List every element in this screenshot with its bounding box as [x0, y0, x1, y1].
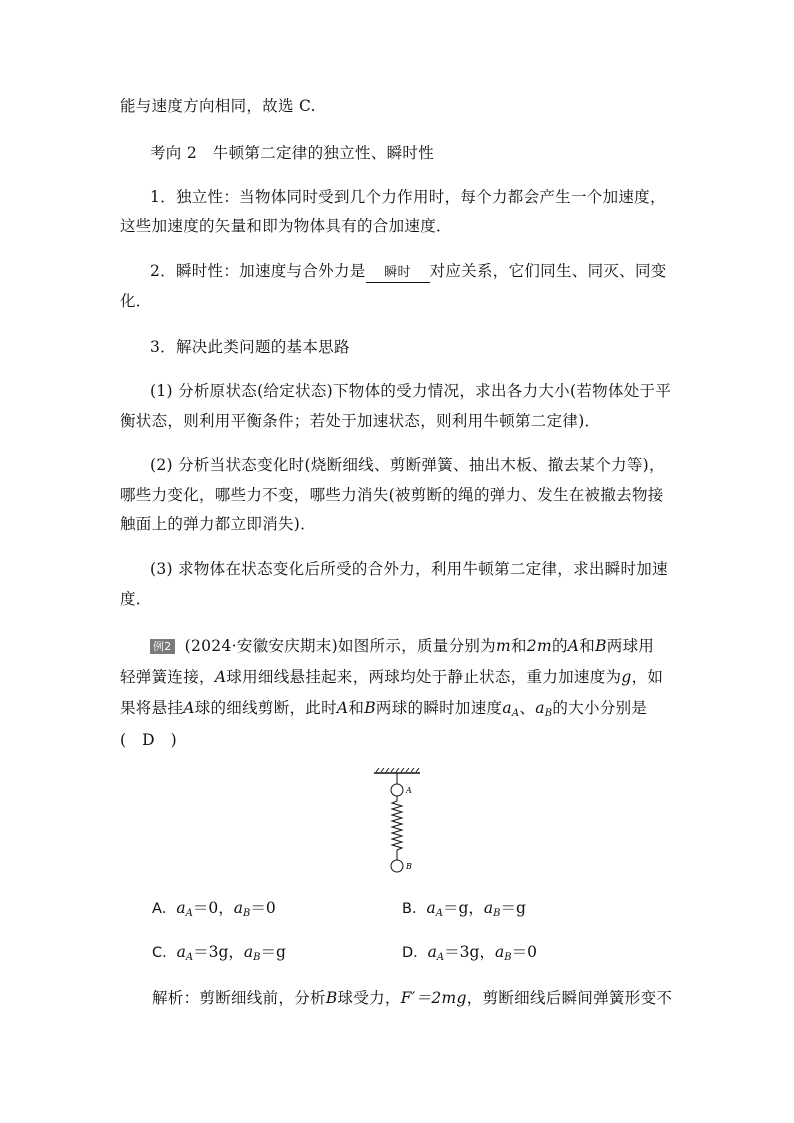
option-d: [402, 941, 537, 964]
text-line: 哪些力变化，哪些力不变，哪些力消失(被剪断的绳的弹力、发生在被撤去物接: [120, 486, 664, 504]
math-sub: B: [243, 908, 251, 919]
text-line: (3) 求物体在状态变化后所受的合外力，利用牛顿第二定律，求出瞬时加速: [150, 560, 668, 578]
text-fragment: 、: [519, 699, 536, 717]
text-fragment: (2024·安徽安庆期末)如图所示，质量分别为: [184, 637, 496, 655]
option-text: ＝3g，: [193, 943, 244, 961]
text-fragment: 的大小分别是: [552, 699, 648, 717]
math-sub: B: [504, 952, 512, 963]
text-fragment: 对应关系，它们同生、同灭、同变: [429, 262, 667, 280]
math-sub: A: [185, 952, 194, 963]
answer-bracket: ( D ): [120, 731, 178, 749]
text-fragment: 和: [510, 637, 527, 655]
option-text: ＝0，: [192, 899, 234, 917]
option-text: ＝0: [250, 899, 276, 917]
math-var: a: [243, 943, 254, 961]
math-var: A: [336, 699, 349, 717]
option-text: ＝g: [260, 943, 286, 961]
text-fragment: ，剪断细线后瞬间弹簧形变不: [466, 989, 673, 1007]
option-a: [152, 897, 276, 920]
text-fragment: 和: [579, 637, 596, 655]
math-var: a: [176, 899, 186, 917]
math-var: B: [325, 989, 338, 1007]
example-line: [150, 635, 680, 657]
math-sub: B: [493, 908, 501, 919]
text-line: 1．独立性：当物体同时受到几个力作用时，每个力都会产生一个加速度，: [150, 188, 666, 206]
text-fragment: 球受力，: [337, 989, 401, 1007]
math-var: a: [176, 943, 186, 961]
text-line: 能与速度方向相同，故选 C.: [120, 97, 316, 115]
math-var: a: [502, 699, 512, 717]
example-line: [120, 697, 680, 719]
label-a: A: [406, 786, 412, 795]
text-line: 衡状态，则利用平衡条件；若处于加速状态，则利用牛顿第二定律)．: [120, 412, 601, 430]
math-var: B: [595, 637, 607, 655]
text-fragment: ，如: [631, 668, 664, 686]
text-fragment: 轻弹簧连接，: [120, 668, 215, 686]
example-line: [120, 666, 680, 688]
option-text: ＝g，: [442, 899, 484, 917]
math-sub: A: [511, 708, 520, 719]
text-fragment: 球的细线剪断，此时: [194, 699, 337, 717]
subsection-heading: 3．解决此类问题的基本思路: [150, 338, 350, 356]
example-badge: 例2: [150, 639, 175, 654]
text-fragment: 解析：剪断细线前，分析: [152, 989, 326, 1007]
fill-blank-answer: 瞬时: [366, 264, 430, 283]
math-var: a: [494, 943, 505, 961]
math-expr: F′＝2mg: [400, 989, 467, 1007]
text-fragment: 的: [551, 637, 568, 655]
text-line: (1) 分析原状态(给定状态)下物体的受力情况，求出各力大小(若物体处于平: [150, 382, 672, 400]
text-line: 触面上的弹力都立即消失)．: [120, 515, 316, 533]
text-fragment: 果将悬挂: [120, 699, 184, 717]
math-var: A: [567, 637, 580, 655]
math-sub: B: [544, 708, 553, 719]
math-var: a: [483, 899, 494, 917]
text-line: 这些加速度的矢量和即为物体具有的合加速度．: [120, 217, 452, 235]
text-line: (2) 分析当状态变化时(烧断细线、剪断弹簧、抽出木板、撤去某个力等)，: [150, 456, 665, 474]
math-sub: B: [253, 952, 261, 963]
math-var: m: [495, 637, 511, 655]
section-heading: 考向 2 牛顿第二定律的独立性、瞬时性: [150, 144, 434, 162]
option-c: [152, 941, 286, 964]
text-fragment: 2．瞬时性：加速度与合外力是: [150, 262, 366, 280]
math-sub: A: [435, 908, 443, 919]
math-var: a: [427, 943, 437, 961]
math-var: a: [426, 899, 436, 917]
math-var: A: [183, 699, 195, 717]
text-fragment: 两球的瞬时加速度: [375, 699, 503, 717]
option-letter: A．: [152, 901, 177, 917]
math-var: a: [233, 899, 244, 917]
math-var: g: [621, 668, 632, 686]
option-letter: D．: [402, 945, 428, 961]
math-var: a: [535, 699, 545, 717]
option-letter: B．: [402, 901, 427, 917]
solution-line: [152, 987, 682, 1009]
math-sub: A: [185, 908, 193, 919]
text-line: 度．: [120, 590, 152, 608]
option-letter: C．: [152, 945, 177, 961]
text-fragment: 和: [348, 699, 365, 717]
text-fragment: 球用细线悬挂起来，两球均处于静止状态，重力加速度为: [226, 668, 622, 686]
text-line: [150, 260, 680, 283]
math-var: 2m: [526, 637, 552, 655]
spring-coil: [392, 801, 402, 850]
ball-b: [391, 860, 403, 872]
text-line: 化．: [120, 292, 152, 310]
ball-a: [391, 784, 403, 796]
math-var: A: [214, 668, 227, 686]
option-text: ＝0: [511, 943, 537, 961]
option-b: [402, 897, 526, 920]
ceiling-hatch: [376, 768, 419, 772]
option-text: ＝3g，: [444, 943, 495, 961]
text-fragment: 两球用: [606, 637, 655, 655]
option-text: ＝g: [500, 899, 526, 917]
spring-balls-figure: [370, 768, 430, 878]
math-sub: A: [436, 952, 445, 963]
math-var: B: [364, 699, 376, 717]
label-b: B: [406, 862, 412, 871]
